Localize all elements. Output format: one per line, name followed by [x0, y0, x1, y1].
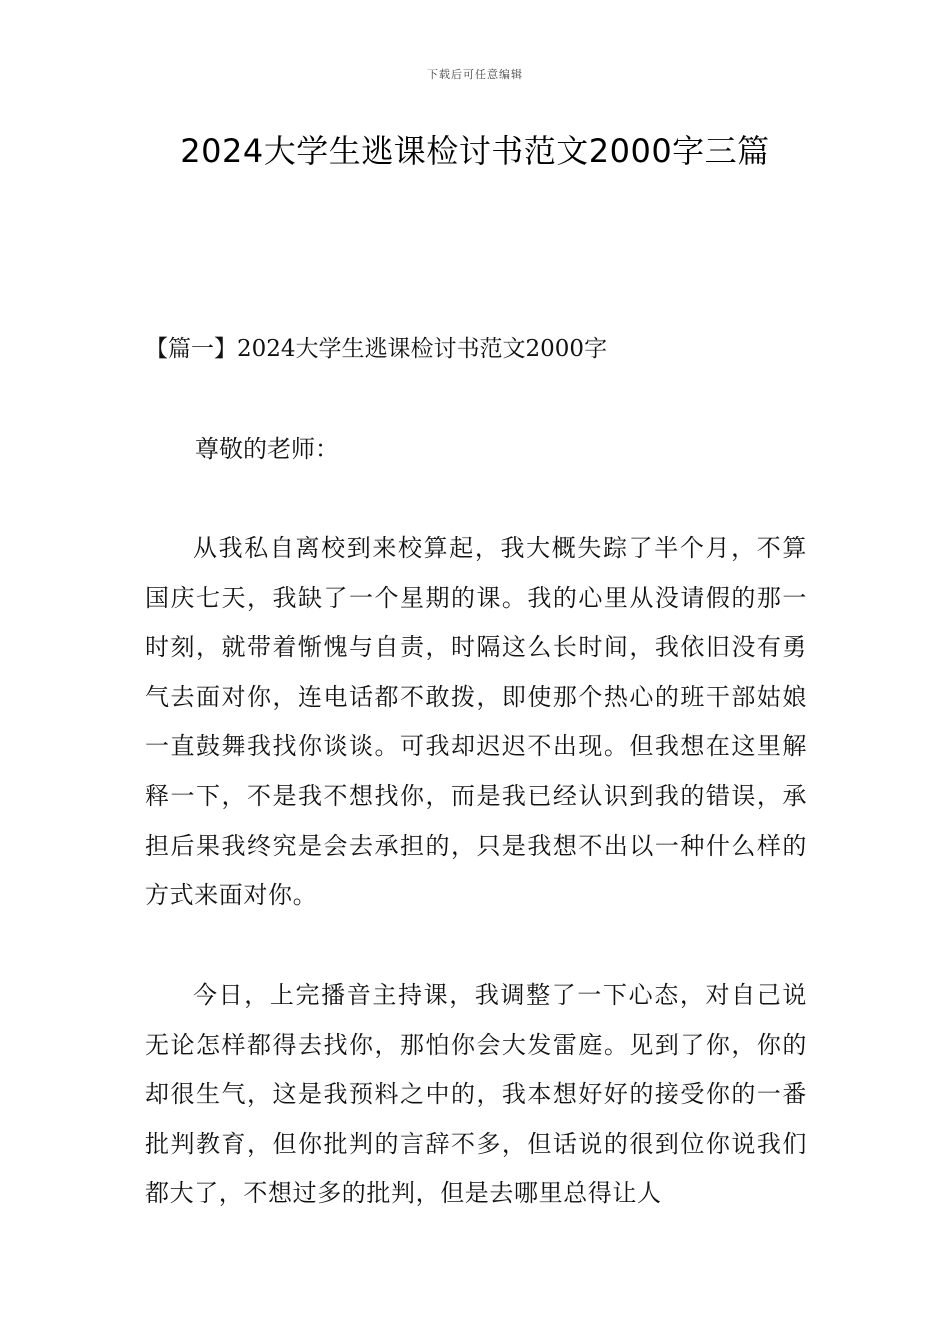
salutation: 尊敬的老师： [195, 435, 339, 463]
header-note: 下载后可任意编辑 [427, 68, 523, 81]
body-paragraph: 从我私自离校到来校算起，我大概失踪了半个月，不算国庆七天，我缺了一个星期的课。我的心里从没请假的那一时刻，就带着惭愧与自责，时隔这么长时间，我依旧没有勇气去面对你，连电话都不敢拨，即使那个热心的班干部姑娘一直鼓舞我找你谈谈。可我却迟迟不出现。但我想在这里解释一下，不是我不想找你，而是我已经认识到我的错误，承担后果我终究是会去承担的，只是我想不出以一种什么样的方式来面对你。 [145, 534, 807, 910]
body-paragraph: 今日，上完播音主持课，我调整了一下心态，对自己说无论怎样都得去找你，那怕你会大发雷庭。见到了你，你的却很生气，这是我预料之中的，我本想好好的接受你的一番批判教育，但你批判的言辞不多，但话说的很到位你说我们都大了，不想过多的批判，但是去哪里总得让人 [145, 981, 807, 1208]
document-title: 2024大学生逃课检讨书范文2000字三篇 [180, 132, 770, 170]
section-heading: 【篇一】2024大学生逃课检讨书范文2000字 [145, 336, 608, 362]
